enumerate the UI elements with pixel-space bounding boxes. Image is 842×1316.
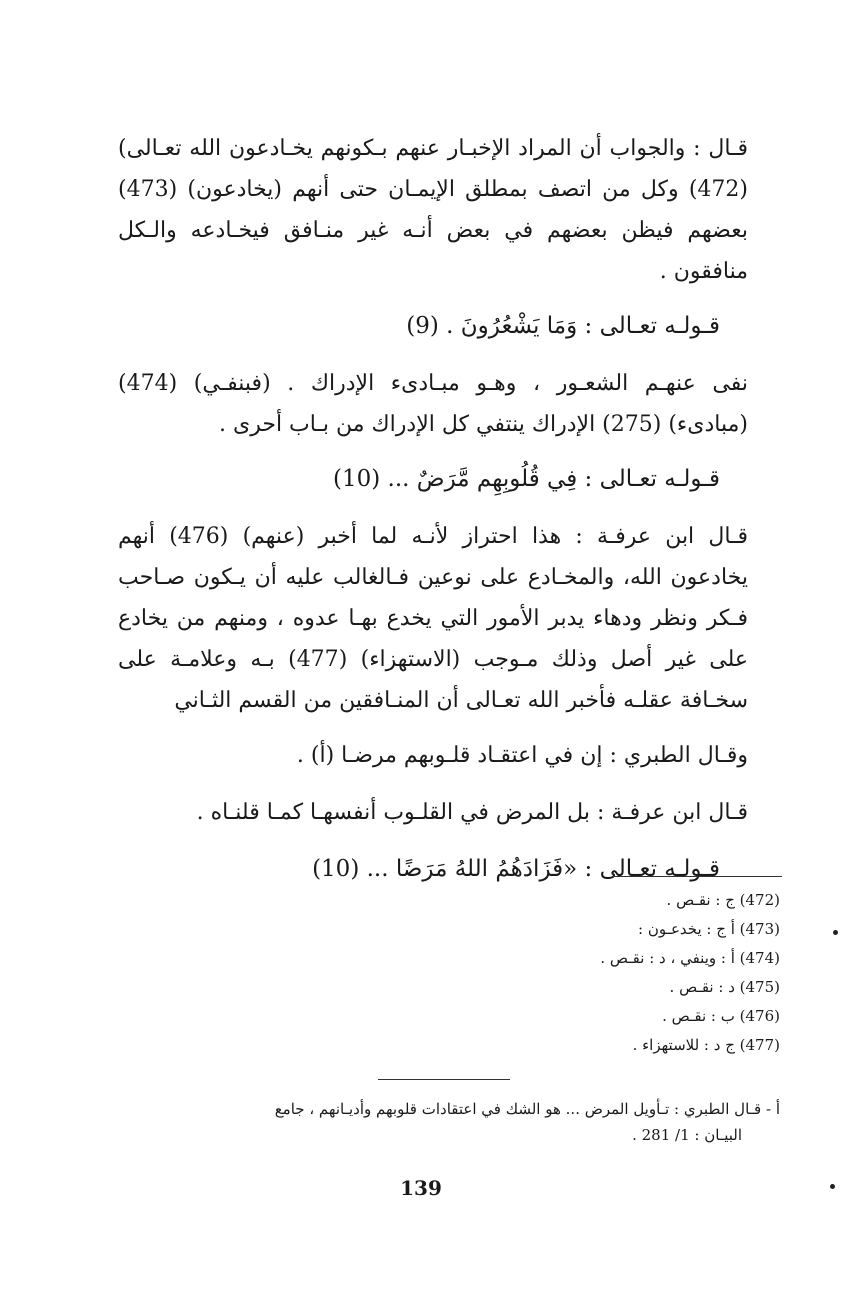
page-number: 139 <box>400 1176 442 1200</box>
paragraph: قـال ابن عرفـة : هذا احتراز لأنـه لما أخبر (عنهم) (476) أنهم يخادعون الله، والمخـادع على نوعين فـالغالب عليه أن يـكون صـاحب فـكر ونظر ودهاء يدبر الأمور التي يخدع بهـا عدوه ، ومنهم من يخادع على غير أصل وذلك مـوجب (الاستهزاء) (477) بـه وعلامـة على سخـافة عقلـه فأخبر الله تعـالى أن المنـافقين من القسم الثـاني <box>118 524 749 713</box>
paragraph: وقـال الطبري : إن في اعتقـاد قلـوبهم مرضـا (أ) . <box>296 743 748 768</box>
paragraph: نفى عنهـم الشعـور ، وهـو مبـادىء الإدراك . (فبنفـي) (474) (مبادىء) (275) الإدراك ينتفي كل الإدراك من بـاب أحرى . <box>118 371 748 437</box>
footnote-item: (475) د : نقـص . <box>669 978 780 996</box>
footnote-item: (476) ب : نقـص . <box>662 1007 780 1025</box>
quran-verse: قـولـه تعـالى : فِي قُلُوبِهِم مَّرَضٌ ... (10) <box>333 466 720 492</box>
footnote-item: (474) أ : وينفي ، د : نقـص . <box>600 949 780 967</box>
endnote <box>110 1096 780 1148</box>
footnote-item: (472) ج : نقـص . <box>666 891 780 909</box>
paragraph: قـال : والجواب أن المراد الإخبـار عنهم بـكونهم يخـادعون الله تعـالى) (472) وكل من اتصف بمطلق الإيمـان حتى أنهم (يخادعون) (473) بعضهم فيظن بعضهم في بعض أنـه غير منـافق فيخـادعه والـكل منافقون . <box>118 136 748 284</box>
quran-verse: قـولـه تعـالى : «فَزَادَهُمُ اللهُ مَرَضًا ... (10) <box>312 856 720 882</box>
endnote-divider <box>378 1079 510 1080</box>
footnote-item: (473) أ ج : يخدعـون : <box>638 920 780 938</box>
main-text <box>118 128 748 906</box>
quran-verse: قـولـه تعـالى : وَمَا يَشْعُرُونَ . (9) <box>406 313 720 339</box>
scan-speck <box>830 1184 835 1189</box>
footnote-item: (477) ج د : للاستهزاء . <box>632 1036 780 1054</box>
endnote-line: أ - قـال الطبري : تـأويل المرض ... هو الشك في اعتقادات قلوبهم وأديـانهم ، جامع <box>274 1100 780 1118</box>
endnote-line: البيـان : 1/ 281 . <box>632 1126 742 1144</box>
paragraph: قـال ابن عرفـة : بل المرض في القلـوب أنفسهـا كمـا قلنـاه . <box>196 800 748 825</box>
footnotes-list <box>260 886 780 1060</box>
scan-speck <box>833 930 838 935</box>
footnote-divider <box>612 876 782 877</box>
